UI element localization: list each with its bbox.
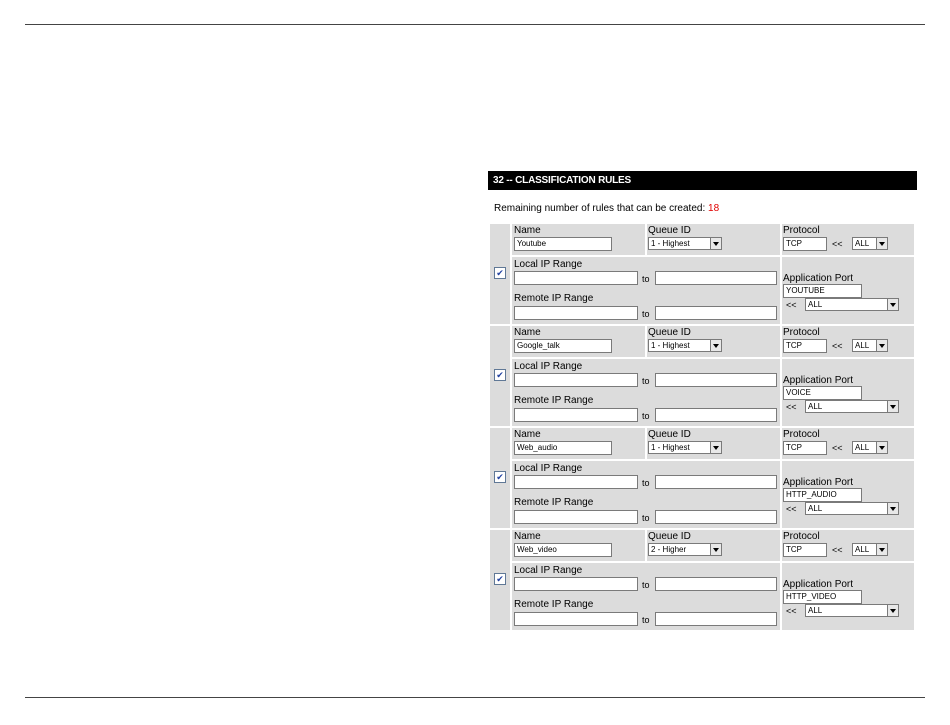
local-ip-start-input[interactable] <box>514 475 638 489</box>
rule-row <box>490 530 914 630</box>
panel-title: 32 -- CLASSIFICATION RULES <box>488 171 917 190</box>
classification-rules-panel <box>488 171 917 629</box>
rule-enable-cell <box>490 428 510 528</box>
queue-id-label: Queue ID <box>648 225 691 236</box>
remote-ip-to-label: to <box>642 615 650 625</box>
queue-id-label: Queue ID <box>648 429 691 440</box>
ip-range-cell <box>512 359 780 426</box>
remaining-count: 18 <box>708 203 720 214</box>
protocol-input[interactable]: TCP <box>783 237 827 251</box>
remote-ip-to-label: to <box>642 513 650 523</box>
rule-enable-cell <box>490 224 510 324</box>
protocol-cell <box>782 224 914 255</box>
app-port-cell <box>782 461 914 528</box>
queue-id-value: 2 - Higher <box>651 545 687 554</box>
remote-ip-range-label: Remote IP Range <box>514 293 594 304</box>
local-ip-range-label: Local IP Range <box>514 565 583 576</box>
rule-enable-checkbox[interactable]: ✔ <box>494 573 506 585</box>
remote-ip-start-input[interactable] <box>514 612 638 626</box>
protocol-label: Protocol <box>783 225 820 236</box>
app-port-cell <box>782 257 914 324</box>
protocol-select-value: ALL <box>855 341 870 350</box>
rule-row <box>490 326 914 426</box>
queue-id-select[interactable] <box>648 543 722 556</box>
rule-enable-cell <box>490 326 510 426</box>
remote-ip-end-input[interactable] <box>655 306 777 320</box>
protocol-select[interactable] <box>852 237 888 250</box>
protocol-input[interactable]: TCP <box>783 339 827 353</box>
name-label: Name <box>514 429 541 440</box>
remaining-label: Remaining number of rules that can be created: <box>494 203 706 214</box>
remaining-rules-text <box>494 203 719 214</box>
application-port-select-value: ALL <box>808 300 823 309</box>
name-label: Name <box>514 327 541 338</box>
application-port-label: Application Port <box>783 579 854 590</box>
protocol-input[interactable]: TCP <box>783 543 827 557</box>
application-port-input[interactable]: YOUTUBE <box>783 284 862 298</box>
rule-row <box>490 428 914 528</box>
queue-cell <box>647 530 780 561</box>
name-cell <box>512 224 645 255</box>
protocol-label: Protocol <box>783 429 820 440</box>
application-port-select-value: ALL <box>808 504 823 513</box>
chevron-down-icon <box>876 442 887 453</box>
protocol-input[interactable]: TCP <box>783 441 827 455</box>
rule-name-input[interactable]: Web_video <box>514 543 612 557</box>
remote-ip-range-label: Remote IP Range <box>514 599 594 610</box>
rule-row <box>490 224 914 324</box>
queue-cell <box>647 428 780 459</box>
top-divider <box>25 24 925 25</box>
application-port-input[interactable]: HTTP_AUDIO <box>783 488 862 502</box>
protocol-select[interactable] <box>852 339 888 352</box>
chevron-down-icon <box>710 340 721 351</box>
application-port-select[interactable] <box>805 298 899 311</box>
remote-ip-end-input[interactable] <box>655 510 777 524</box>
protocol-select-value: ALL <box>855 443 870 452</box>
chevron-down-icon <box>876 238 887 249</box>
queue-id-select[interactable] <box>648 339 722 352</box>
application-port-select-value: ALL <box>808 606 823 615</box>
protocol-cell <box>782 530 914 561</box>
queue-id-select[interactable] <box>648 441 722 454</box>
local-ip-to-label: to <box>642 274 650 284</box>
queue-id-value: 1 - Highest <box>651 443 690 452</box>
protocol-select[interactable] <box>852 543 888 556</box>
local-ip-range-label: Local IP Range <box>514 463 583 474</box>
rule-enable-cell <box>490 530 510 630</box>
chevron-down-icon <box>710 544 721 555</box>
chevron-down-icon <box>887 605 898 616</box>
ip-range-cell <box>512 257 780 324</box>
queue-id-label: Queue ID <box>648 531 691 542</box>
protocol-label: Protocol <box>783 531 820 542</box>
local-ip-range-label: Local IP Range <box>514 259 583 270</box>
name-cell <box>512 530 645 561</box>
queue-id-select[interactable] <box>648 237 722 250</box>
local-ip-to-label: to <box>642 376 650 386</box>
remote-ip-start-input[interactable] <box>514 408 638 422</box>
remote-ip-start-input[interactable] <box>514 510 638 524</box>
local-ip-end-input[interactable] <box>655 577 777 591</box>
app-port-shift-label: << <box>786 300 797 310</box>
rule-name-input[interactable]: Youtube <box>514 237 612 251</box>
local-ip-start-input[interactable] <box>514 373 638 387</box>
application-port-select[interactable] <box>805 502 899 515</box>
protocol-shift-label: << <box>832 239 843 249</box>
chevron-down-icon <box>887 299 898 310</box>
local-ip-start-input[interactable] <box>514 271 638 285</box>
rule-enable-checkbox[interactable]: ✔ <box>494 471 506 483</box>
local-ip-start-input[interactable] <box>514 577 638 591</box>
application-port-label: Application Port <box>783 273 854 284</box>
app-port-cell <box>782 563 914 630</box>
protocol-select[interactable] <box>852 441 888 454</box>
name-label: Name <box>514 531 541 542</box>
local-ip-range-label: Local IP Range <box>514 361 583 372</box>
remote-ip-start-input[interactable] <box>514 306 638 320</box>
protocol-select-value: ALL <box>855 239 870 248</box>
queue-id-value: 1 - Highest <box>651 239 690 248</box>
chevron-down-icon <box>876 544 887 555</box>
local-ip-end-input[interactable] <box>655 271 777 285</box>
remote-ip-end-input[interactable] <box>655 408 777 422</box>
queue-id-value: 1 - Highest <box>651 341 690 350</box>
bottom-divider <box>25 697 925 698</box>
name-cell <box>512 428 645 459</box>
ip-range-cell <box>512 563 780 630</box>
protocol-select-value: ALL <box>855 545 870 554</box>
chevron-down-icon <box>710 442 721 453</box>
rule-enable-checkbox[interactable]: ✔ <box>494 267 506 279</box>
queue-cell <box>647 326 780 357</box>
queue-id-label: Queue ID <box>648 327 691 338</box>
remote-ip-range-label: Remote IP Range <box>514 395 594 406</box>
local-ip-to-label: to <box>642 478 650 488</box>
remote-ip-range-label: Remote IP Range <box>514 497 594 508</box>
application-port-select-value: ALL <box>808 402 823 411</box>
rule-name-input[interactable]: Web_audio <box>514 441 612 455</box>
queue-cell <box>647 224 780 255</box>
protocol-cell <box>782 326 914 357</box>
application-port-select[interactable] <box>805 400 899 413</box>
app-port-shift-label: << <box>786 402 797 412</box>
application-port-label: Application Port <box>783 477 854 488</box>
app-port-shift-label: << <box>786 606 797 616</box>
ip-range-cell <box>512 461 780 528</box>
app-port-cell <box>782 359 914 426</box>
remote-ip-to-label: to <box>642 411 650 421</box>
protocol-shift-label: << <box>832 341 843 351</box>
rule-enable-checkbox[interactable]: ✔ <box>494 369 506 381</box>
chevron-down-icon <box>887 401 898 412</box>
app-port-shift-label: << <box>786 504 797 514</box>
name-cell <box>512 326 645 357</box>
application-port-input[interactable]: HTTP_VIDEO <box>783 590 862 604</box>
chevron-down-icon <box>710 238 721 249</box>
protocol-label: Protocol <box>783 327 820 338</box>
application-port-input[interactable]: VOICE <box>783 386 862 400</box>
chevron-down-icon <box>876 340 887 351</box>
rule-name-input[interactable]: Google_talk <box>514 339 612 353</box>
protocol-cell <box>782 428 914 459</box>
name-label: Name <box>514 225 541 236</box>
protocol-shift-label: << <box>832 443 843 453</box>
application-port-select[interactable] <box>805 604 899 617</box>
remote-ip-to-label: to <box>642 309 650 319</box>
local-ip-end-input[interactable] <box>655 373 777 387</box>
remote-ip-end-input[interactable] <box>655 612 777 626</box>
chevron-down-icon <box>887 503 898 514</box>
local-ip-end-input[interactable] <box>655 475 777 489</box>
local-ip-to-label: to <box>642 580 650 590</box>
application-port-label: Application Port <box>783 375 854 386</box>
protocol-shift-label: << <box>832 545 843 555</box>
